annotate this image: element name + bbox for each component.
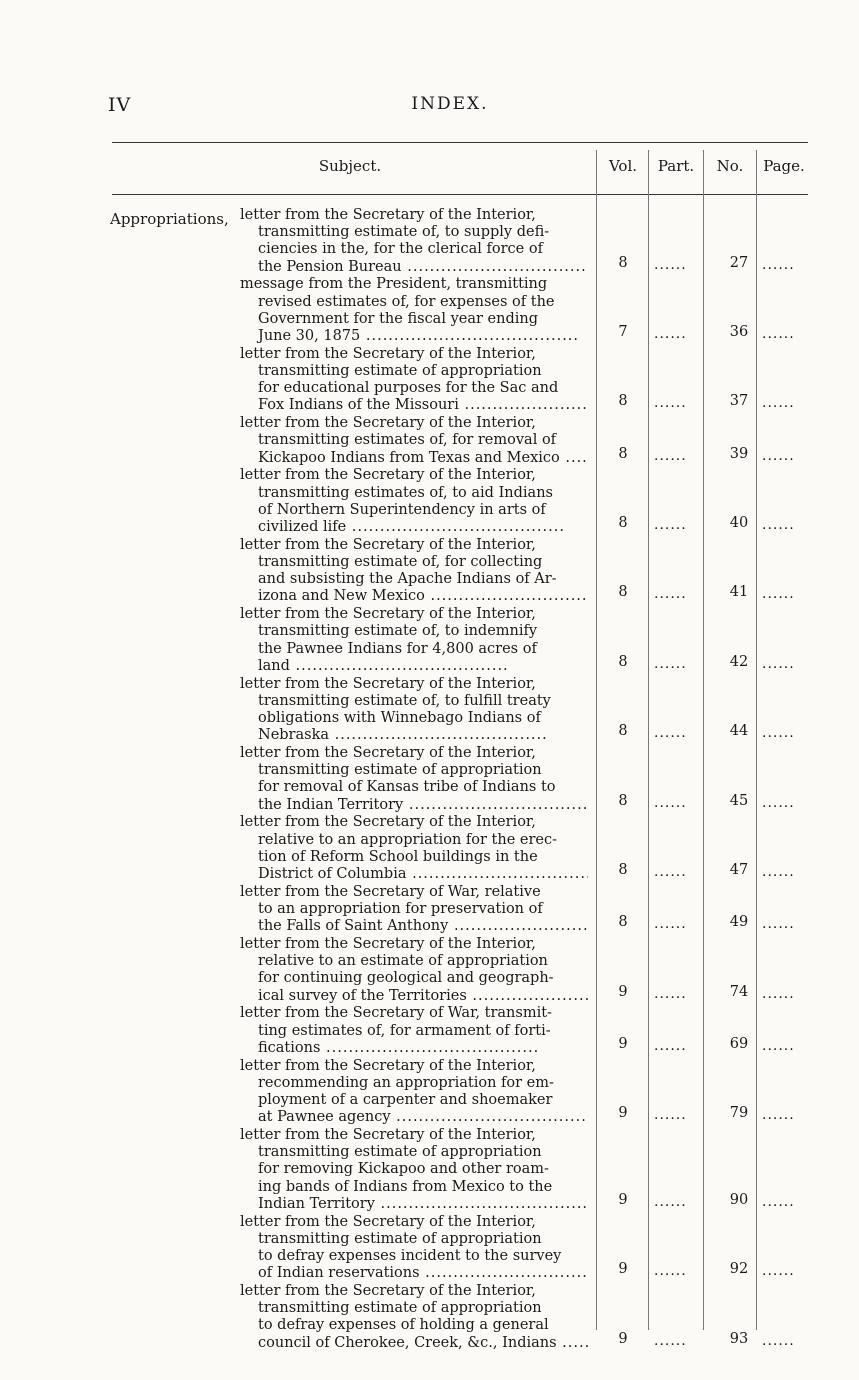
entry-page-blank: ...... [762, 655, 795, 672]
entry-line: obligations with Winnebago Indians of [258, 710, 541, 726]
entry-volume: 8 [618, 445, 628, 462]
entry-line: letter from the Secretary of the Interior, [240, 1213, 536, 1230]
entry-description [240, 1005, 588, 1057]
entry-line: Nebraska ..... [240, 727, 588, 744]
entry-line: to defray expenses incident to the survey [258, 1248, 562, 1264]
entry-line: letter from the Secretary of the Interior, [240, 345, 536, 362]
entry-page-blank: ...... [762, 1107, 795, 1124]
entry-description [240, 276, 588, 345]
entry-line: and subsisting the Apache Indians of Ar- [258, 571, 557, 588]
entry-part-blank: ...... [654, 1263, 687, 1280]
entry-page-blank: ...... [762, 1037, 795, 1054]
entry-line: letter from the Secretary of the Interior, [240, 936, 536, 952]
entry-line: letter from the Secretary of the Interior, [240, 1057, 536, 1074]
entry-line: letter from the Secretary of the Interior, [240, 536, 536, 553]
entry-line: letter from the Secretary of War, relative [240, 883, 541, 900]
entry-line: the Pension Bureau ..... [240, 259, 588, 276]
entry-description [240, 1058, 588, 1127]
entry-description [240, 346, 588, 415]
entry-line: fications ..... [240, 1040, 588, 1057]
entry-number: 44 [729, 723, 749, 740]
entry-part-blank: ...... [654, 325, 687, 342]
entry-page-blank: ...... [762, 916, 795, 933]
entry-number: 41 [729, 584, 749, 601]
entry-line: tion of Reform School buildings in the [258, 848, 538, 865]
column-header-part: Part. [657, 157, 695, 175]
entry-volume: 8 [618, 584, 628, 601]
entry-line: for educational purposes for the Sac and [258, 380, 559, 397]
entry-number: 37 [729, 393, 749, 410]
entry-page-blank: ...... [762, 1263, 795, 1280]
entry-description [240, 537, 588, 606]
entry-line: at Pawnee agency ..... [240, 1109, 588, 1126]
entry-description [240, 1214, 588, 1283]
entry-number: 45 [729, 792, 749, 809]
entry-line: the Pawnee Indians for 4,800 acres of [258, 640, 537, 657]
entry-description [240, 467, 588, 536]
entry-part-blank: ...... [654, 447, 687, 464]
entry-line: of Northern Superintendency in arts of [258, 501, 546, 518]
entry-line: relative to an estimate of appropriation [258, 953, 548, 970]
entry-page-blank: ...... [762, 325, 795, 342]
entry-line: transmitting estimate of appropriation [258, 363, 542, 379]
entry-page-blank: ...... [762, 586, 795, 603]
entry-number: 36 [729, 323, 749, 340]
entry-number: 47 [729, 861, 749, 878]
entry-line: transmitting estimate of appropriation [258, 1230, 542, 1247]
entry-line: letter from the Secretary of the Interior, [240, 1283, 536, 1299]
entry-line: to an appropriation for preservation of [258, 901, 543, 917]
entry-line: letter from the Secretary of the Interior, [240, 745, 536, 761]
entry-line: letter from the Secretary of the Interior, [240, 207, 536, 223]
entry-line: District of Columbia ..... [240, 866, 588, 883]
entry-line: recommending an appropriation for em- [258, 1074, 554, 1091]
entry-number: 40 [729, 514, 749, 531]
entry-volume: 8 [618, 723, 628, 740]
entry-volume: 8 [618, 914, 628, 931]
entry-line: revised estimates of, for expenses of the [258, 293, 555, 310]
entry-number: 93 [729, 1330, 749, 1347]
entry-line: for removing Kickapoo and other roam- [258, 1161, 549, 1178]
entry-page-blank: ...... [762, 395, 795, 412]
entry-part-blank: ...... [654, 1332, 687, 1349]
entry-page-blank: ...... [762, 725, 795, 742]
entry-line: transmitting estimate of, for collecting [258, 554, 543, 570]
entry-page-blank: ...... [762, 794, 795, 811]
column-header-subject: Subject. [318, 157, 382, 175]
entry-volume: 8 [618, 514, 628, 531]
entry-line: June 30, 1875 ..... [240, 328, 588, 345]
column-header-no: No. [716, 157, 744, 175]
entry-part-blank: ...... [654, 586, 687, 603]
entry-volume: 9 [618, 983, 628, 1000]
entry-volume: 9 [618, 1105, 628, 1122]
entry-line: civilized life ..... [240, 519, 588, 536]
entry-line: letter from the Secretary of the Interior, [240, 1127, 536, 1143]
entry-part-blank: ...... [654, 985, 687, 1002]
entry-line: ting estimates of, for armament of forti- [258, 1022, 551, 1039]
entry-number: 74 [729, 983, 749, 1000]
entry-number: 79 [729, 1105, 749, 1122]
entry-line: Government for the fiscal year ending [258, 310, 538, 327]
entry-line: for continuing geological and geograph- [258, 970, 554, 987]
entry-line: the Falls of Saint Anthony ..... [240, 918, 588, 935]
entry-line: transmitting estimate of, to indemnify [258, 623, 538, 640]
entry-description [240, 936, 588, 1005]
column-header-vol: Vol. [608, 157, 638, 175]
entry-part-blank: ...... [654, 1037, 687, 1054]
entry-description [240, 884, 588, 936]
entry-description [240, 1283, 588, 1352]
entry-page-blank: ...... [762, 516, 795, 533]
entry-volume: 8 [618, 861, 628, 878]
entry-volume: 8 [618, 254, 628, 271]
entry-line: relative to an appropriation for the erec- [258, 831, 558, 848]
entry-description [240, 606, 588, 675]
column-header-page: Page. [763, 157, 805, 175]
entry-volume: 9 [618, 1261, 628, 1278]
entry-line: letter from the Secretary of the Interior, [240, 415, 536, 432]
entry-volume: 8 [618, 393, 628, 410]
entry-number: 39 [729, 445, 749, 462]
entry-number: 42 [729, 653, 749, 670]
entry-line: Indian Territory ..... [240, 1196, 588, 1213]
entry-part-blank: ...... [654, 1193, 687, 1210]
entry-line: for removal of Kansas tribe of Indians to [258, 779, 556, 796]
entry-part-blank: ...... [654, 395, 687, 412]
entry-line: message from the President, transmitting [240, 276, 548, 293]
entry-number: 27 [729, 254, 749, 271]
entry-volume: 7 [618, 323, 628, 340]
entry-line: transmitting estimate of appropriation [258, 1144, 542, 1161]
entry-line: transmitting estimate of, to fulfill treaty [258, 692, 551, 709]
entry-line: letter from the Secretary of War, transmit- [240, 1005, 552, 1022]
entry-page-blank: ...... [762, 1332, 795, 1349]
entry-number: 69 [729, 1035, 749, 1052]
entry-line: Kickapoo Indians from Texas and Mexico ..... [240, 450, 588, 467]
page-number: IV [108, 94, 132, 116]
entry-part-blank: ...... [654, 516, 687, 533]
entry-description [240, 415, 588, 467]
entry-part-blank: ...... [654, 916, 687, 933]
entry-line: land ..... [240, 658, 588, 675]
entry-part-blank: ...... [654, 1107, 687, 1124]
entry-description [240, 1127, 588, 1213]
entry-description [240, 745, 588, 814]
entry-line: letter from the Secretary of the Interior, [240, 814, 536, 831]
entry-volume: 9 [618, 1191, 628, 1208]
entry-line: Fox Indians of the Missouri ..... [240, 397, 588, 414]
entry-page-blank: ...... [762, 1193, 795, 1210]
entry-page-blank: ...... [762, 256, 795, 273]
entry-line: transmitting estimate of appropriation [258, 762, 542, 779]
entry-line: council of Cherokee, Creek, &c., Indians ..... [240, 1335, 588, 1352]
entry-page-blank: ...... [762, 863, 795, 880]
entry-line: letter from the Secretary of the Interior, [240, 467, 536, 484]
entry-volume: 8 [618, 653, 628, 670]
entry-description [240, 676, 588, 745]
subject-heading: Appropriations, [110, 210, 229, 228]
entry-line: to defray expenses of holding a general [258, 1317, 549, 1334]
entry-volume: 8 [618, 792, 628, 809]
entry-line: the Indian Territory ..... [240, 797, 588, 814]
page-title: INDEX. [411, 94, 489, 114]
entry-line: letter from the Secretary of the Interior, [240, 606, 536, 623]
entry-line: ployment of a carpenter and shoemaker [258, 1092, 553, 1108]
entry-line: transmitting estimates of, for removal of [258, 432, 557, 449]
entry-part-blank: ...... [654, 256, 687, 273]
entry-volume: 9 [618, 1035, 628, 1052]
entry-part-blank: ...... [654, 655, 687, 672]
entry-part-blank: ...... [654, 794, 687, 811]
entry-line: izona and New Mexico ..... [240, 588, 588, 605]
entry-number: 92 [729, 1261, 749, 1278]
entry-description [240, 814, 588, 883]
entry-line: letter from the Secretary of the Interior, [240, 675, 536, 692]
entry-line: ciencies in the, for the clerical force of [258, 241, 543, 258]
entry-part-blank: ...... [654, 725, 687, 742]
entry-page-blank: ...... [762, 447, 795, 464]
entry-page-blank: ...... [762, 985, 795, 1002]
entry-line: transmitting estimates of, to aid Indians [258, 484, 553, 501]
entry-line: transmitting estimate of, to supply defi- [258, 224, 550, 241]
entry-volume: 9 [618, 1330, 628, 1347]
entry-line: ical survey of the Territories ..... [240, 988, 588, 1005]
entry-number: 49 [729, 914, 749, 931]
entry-line: of Indian reservations ..... [240, 1265, 588, 1282]
entry-description [240, 207, 588, 276]
entry-line: ing bands of Indians from Mexico to the [258, 1178, 553, 1195]
entry-number: 90 [729, 1191, 749, 1208]
entry-part-blank: ...... [654, 863, 687, 880]
entry-line: transmitting estimate of appropriation [258, 1300, 542, 1317]
